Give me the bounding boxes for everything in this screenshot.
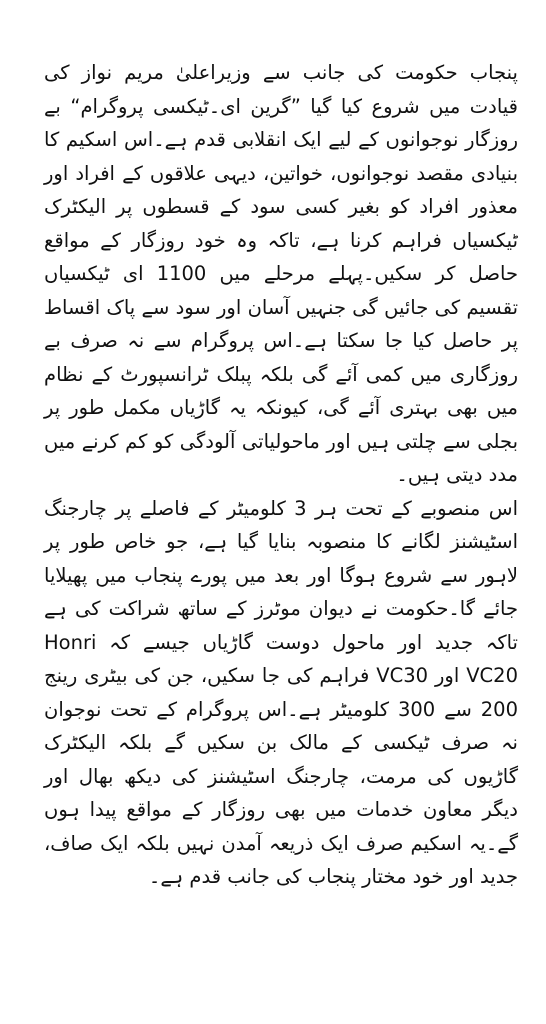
article-body — [44, 56, 518, 894]
article-paragraph-1: پنجاب حکومت کی جانب سے وزیراعلیٰ مریم نواز کی قیادت میں شروع کیا گیا ”گرین ای۔ٹیکسی پروگرام“ بے روزگار نوجوانوں کے لیے ایک انقلابی قدم ہے۔اس اسکیم کا بنیادی مقصد نوجوانوں، خواتین، دیہی علاقوں کے افراد اور معذور افراد کو بغیر کسی سود کے قسطوں پر الیکٹرک ٹیکسیاں فراہم کرنا ہے، تاکہ وہ خود روزگار کے مواقع حاصل کر سکیں۔پہلے مرحلے میں 1100 ای ٹیکسیاں تقسیم کی جائیں گی جنہیں آسان اور سود سے پاک اقساط پر حاصل کیا جا سکتا ہے۔اس پروگرام سے نہ صرف بے روزگاری میں کمی آئے گی بلکہ پبلک ٹرانسپورٹ کے نظام میں بھی بہتری آئے گی، کیونکہ یہ گاڑیاں مکمل طور پر بجلی سے چلتی ہیں اور ماحولیاتی آلودگی کو کم کرنے میں مدد دیتی ہیں۔ — [44, 61, 518, 486]
article-paragraph-2: اس منصوبے کے تحت ہر 3 کلومیٹر کے فاصلے پر چارجنگ اسٹیشنز لگانے کا منصوبہ بنایا گیا ہے، جو خاص طور پر لاہور سے شروع ہوگا اور بعد میں پورے پنجاب میں پھیلایا جائے گا۔حکومت نے دیوان موٹرز کے ساتھ شراکت کی ہے تاکہ جدید اور ماحول دوست گاڑیاں جیسے کہ Honri VC20 اور VC30 فراہم کی جا سکیں، جن کی بیٹری رینج 200 سے 300 کلومیٹر ہے۔اس پروگرام کے تحت نوجوان نہ صرف ٹیکسی کے مالک بن سکیں گے بلکہ الیکٹرک گاڑیوں کی مرمت، چارجنگ اسٹیشنز کی دیکھ بھال اور دیگر معاون خدمات میں بھی روزگار کے مواقع پیدا ہوں گے۔یہ اسکیم صرف ایک ذریعہ آمدن نہیں بلکہ ایک صاف، جدید اور خود مختار پنجاب کی جانب قدم ہے۔ — [44, 496, 518, 888]
